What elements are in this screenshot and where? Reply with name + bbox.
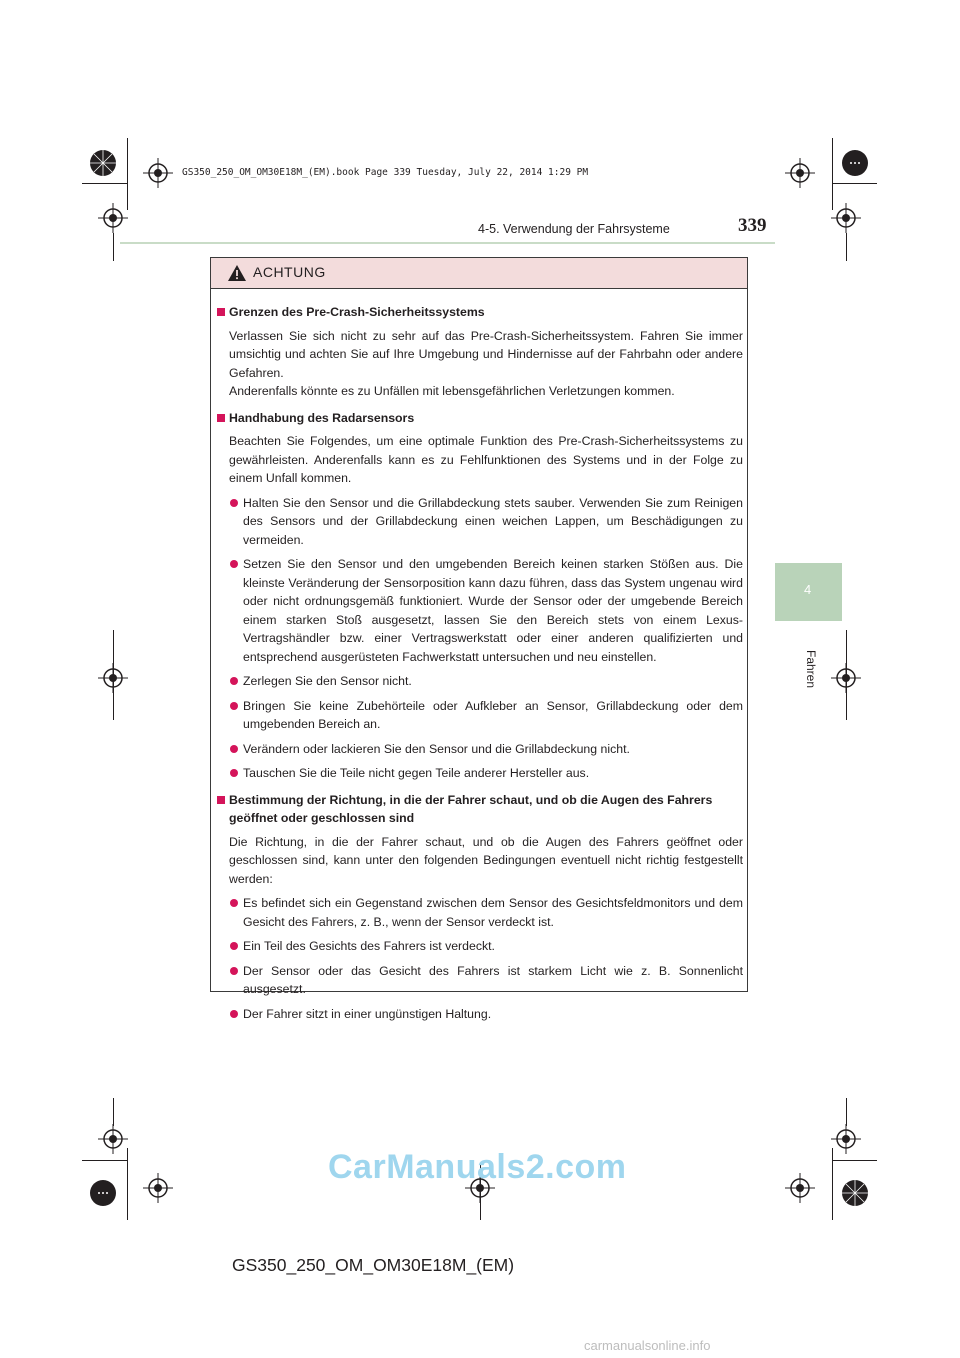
crosshair-mark-icon <box>785 1173 815 1203</box>
crop-line <box>832 1160 877 1161</box>
square-bullet-icon <box>217 308 225 316</box>
section-heading <box>217 303 743 322</box>
footer-code: GS350_250_OM_OM30E18M_(EM) <box>232 1255 515 1275</box>
list-item-text: Bringen Sie keine Zubehörteile oder Aufkleber an Sensor, Grillabdeckung oder dem umgebenden Bereich an. <box>243 698 743 731</box>
list-item <box>217 764 743 783</box>
crosshair-mark-icon <box>98 1124 128 1154</box>
crosshair-mark-icon <box>785 158 815 188</box>
round-bullet-icon <box>230 560 238 568</box>
crosshair-mark-icon <box>831 203 861 233</box>
section-header: 4-5. Verwendung der Fahrsysteme <box>478 222 670 236</box>
crop-line <box>832 183 877 184</box>
crop-line <box>113 1098 114 1126</box>
section-heading <box>217 409 743 428</box>
round-bullet-icon <box>230 942 238 950</box>
list-item-text: Der Sensor oder das Gesicht des Fahrers ist starkem Licht wie z. B. Sonnenlicht ausgesetzt. <box>243 963 743 996</box>
watermark-secondary: carmanualsonline.info <box>584 1338 711 1353</box>
section-spacer <box>217 401 743 406</box>
crop-line <box>846 1098 847 1126</box>
square-bullet-icon <box>217 796 225 804</box>
list-item <box>217 740 743 759</box>
list-item-text: Der Fahrer sitzt in einer ungünstigen Haltung. <box>243 1006 492 1021</box>
round-bullet-icon <box>230 499 238 507</box>
round-bullet-icon <box>230 769 238 777</box>
list-item <box>217 962 743 999</box>
caution-content <box>217 300 743 1028</box>
crosshair-mark-icon <box>143 1173 173 1203</box>
list-item-text: Es befindet sich ein Gegenstand zwischen dem Sensor des Gesichtsfeldmonitors und dem Gesicht des Fahrers, z. B., wenn der Sensor verdeckt ist. <box>243 896 743 929</box>
section-spacer <box>217 1023 743 1028</box>
registration-mark-icon <box>840 148 870 178</box>
crop-line <box>82 1160 127 1161</box>
page-number: 339 <box>738 215 767 236</box>
crop-line <box>832 138 833 210</box>
list-item-text: Zerlegen Sie den Sensor nicht. <box>243 674 412 688</box>
section-spacer <box>217 783 743 788</box>
registration-mark-icon <box>88 1178 118 1208</box>
registration-mark-icon <box>88 148 118 178</box>
registration-mark-icon <box>840 1178 870 1208</box>
crop-line <box>127 138 128 210</box>
header-rule <box>120 242 775 244</box>
crosshair-mark-icon <box>831 1124 861 1154</box>
list-item-text: Ein Teil des Gesichts des Fahrers ist verdeckt. <box>243 939 495 953</box>
crop-line <box>127 1148 128 1220</box>
list-item-text: Verändern oder lackieren Sie den Sensor und die Grillabdeckung nicht. <box>243 741 630 756</box>
section-heading <box>217 791 743 828</box>
caution-header <box>211 258 747 289</box>
list-item <box>217 555 743 666</box>
crosshair-mark-icon <box>98 203 128 233</box>
caution-box <box>210 257 748 1021</box>
list-item-text: Tauschen Sie die Teile nicht gegen Teile anderer Hersteller aus. <box>243 766 590 780</box>
crosshair-mark-icon <box>143 158 173 188</box>
paragraph: Beachten Sie Folgendes, um eine optimale Funktion des Pre-Crash-Sicherheitssystems zu gewährleisten. Anderenfalls kann es zu Fehlfunktionen des Systems und in der Folge zu einem Unfall kommen. <box>229 434 743 485</box>
watermark: CarManuals2.com <box>328 1148 627 1186</box>
round-bullet-icon <box>230 745 238 753</box>
crop-line <box>846 630 847 720</box>
caution-title: ACHTUNG <box>253 264 326 280</box>
list-item <box>217 937 743 956</box>
crop-line <box>113 630 114 720</box>
round-bullet-icon <box>230 702 238 710</box>
round-bullet-icon <box>230 899 238 907</box>
warning-triangle-icon <box>227 264 247 282</box>
section-heading-text: Handhabung des Radarsensors <box>229 410 415 425</box>
section-heading-text: Grenzen des Pre-Crash-Sicherheitssystems <box>229 305 485 319</box>
list-item-text: Halten Sie den Sensor und die Grillabdeckung stets sauber. Verwenden Sie zum Reinigen des Sensors und der Grillabdeckung einen weichen Lappen, um Beschädigungen zu vermeiden. <box>243 495 743 547</box>
round-bullet-icon <box>230 967 238 975</box>
book-info-line: GS350_250_OM_OM30E18M_(EM).book Page 339 Tuesday, July 22, 2014 1:29 PM <box>182 167 589 178</box>
paragraph: Anderenfalls könnte es zu Unfällen mit lebensgefährlichen Verletzungen kommen. <box>229 384 675 398</box>
chapter-tab <box>775 563 842 621</box>
crop-line <box>82 183 127 184</box>
round-bullet-icon <box>230 677 238 685</box>
crop-line <box>832 1148 833 1220</box>
list-item-text: Setzen Sie den Sensor und den umgebenden Bereich keinen starken Stößen aus. Die kleinste Veränderung der Sensorposition kann dazu führen, dass das System ungenau wird oder nicht ordnungsgemäß funktioniert. Wurde der Sensor oder der umgebende Bereich einem starken Stoß ausgesetzt, lassen Sie den Bereich stets von einem Lexus-Vertragshändler bzw. einer Vertragswerkstatt oder einer anderen qualifizierten und entsprechend ausgerüsteten Fachwerkstatt untersuchen und neu einstellen. <box>243 557 743 664</box>
chapter-number: 4 <box>804 582 812 597</box>
crop-line <box>846 233 847 261</box>
list-item <box>217 697 743 734</box>
list-item <box>217 1005 743 1024</box>
paragraph: Die Richtung, in die der Fahrer schaut, und ob die Augen des Fahrers geöffnet oder geschlossen sind, kann unter den folgenden Bedingungen eventuell nicht richtig festgestellt werden: <box>229 834 743 886</box>
round-bullet-icon <box>230 1010 238 1018</box>
square-bullet-icon <box>217 414 225 422</box>
crop-line <box>113 233 114 261</box>
list-item <box>217 894 743 931</box>
list-item <box>217 494 743 550</box>
list-item <box>217 672 743 691</box>
section-heading-text: Bestimmung der Richtung, in die der Fahrer schaut, und ob die Augen des Fahrers geöffnet oder geschlossen sind <box>229 792 713 825</box>
paragraph: Verlassen Sie sich nicht zu sehr auf das Pre-Crash-Sicherheitssystem. Fahren Sie immer umsichtig und achten Sie auf Ihre Umgebung und Hindernisse auf der Fahrbahn oder andere Gefahren. <box>229 328 743 380</box>
chapter-label: Fahren <box>804 650 818 689</box>
